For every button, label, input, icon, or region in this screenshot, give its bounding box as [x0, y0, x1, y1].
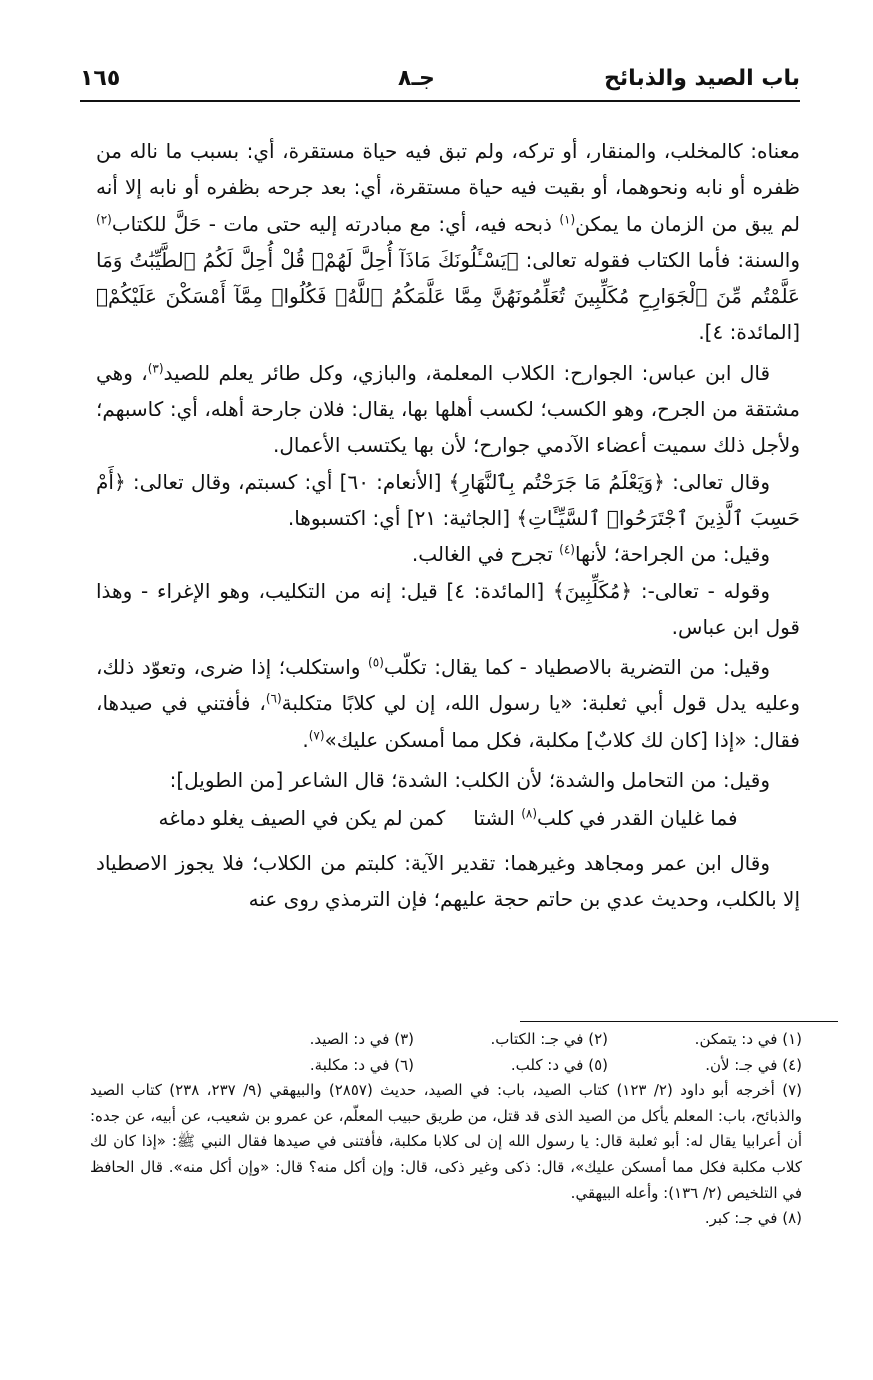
footnote: (١) في د: يتمكن. [694, 1030, 802, 1048]
main-text [96, 133, 800, 917]
footnote-ref: (٢) [96, 211, 112, 226]
page-header [80, 58, 800, 102]
poem-verse [96, 800, 800, 836]
hemistich-second: كمن لم يكن في الصيف يغلو دماغه [158, 806, 446, 831]
volume-label: جـ٨ [398, 66, 435, 91]
paragraph: وقيل: من الجراحة؛ لأنها$^{(٤)}$ تجرح في الغالب. [411, 542, 770, 567]
paragraph: وقيل: من التحامل والشدة؛ لأن الكلب: الشدة؛ قال الشاعر [من الطويل]: [169, 768, 770, 793]
footnote-row [90, 1027, 802, 1053]
footnote-ref: (٦) [265, 691, 282, 706]
footnote-ref: (٥) [368, 655, 384, 670]
footnote: (٥) في د: كلب. [510, 1055, 608, 1074]
paragraph: وقوله - تعالى-: ﴿مُكَلِّبِينَ﴾ [المائدة: ٤] قيل: إنه من التكليب، وهو الإغراء - وهذا قول ابن عباس. [96, 578, 800, 639]
footnote: (٨) في جـ: كبر. [704, 1209, 802, 1228]
footnotes [90, 1027, 802, 1232]
paragraph: معناه: كالمخلب، والمنقار، أو تركه، ولم تبق فيه حياة مستقرة، أي: بسبب ما ناله من ظفره أو نابه ونحوهما، أو بقيت فيه حياة مستقرة، أي: بعد جرحه بظفره أو نابه إلا أنه لم يبق من الزمان ما يمكن$^{(١)}$ ذبحه فيه، أي: مع مبادرته إليه حتى مات - حَلَّ للكتاب$^{(٢)}$ والسنة: فأما الكتاب فقوله تعالى: ﴿يَسْـَٔلُونَكَ مَاذَآ أُحِلَّ لَهُمْۖ قُلْ أُحِلَّ لَكُمُ ٱلطَّيِّبَٰتُ وَمَا عَلَّمْتُم مِّنَ ٱلْجَوَارِحِ مُكَلِّبِينَ تُعَلِّمُونَهُنَّ مِمَّا عَلَّمَكُمُ ٱللَّهُۖ فَكُلُوا۟ مِمَّآ أَمْسَكْنَ عَلَيْكُمْ﴾ [المائدة: ٤]. [96, 139, 801, 345]
footnote-ref: (٧) [308, 728, 325, 743]
footnote: (٢) في جـ: الكتاب. [490, 1030, 608, 1048]
running-title: باب الصيد والذبائح [604, 66, 800, 91]
hemistich-first: فما غليان القدر في كلب$^{(٨)}$ الشتا [473, 806, 738, 831]
paragraph: وقال تعالى: ﴿وَيَعْلَمُ مَا جَرَحْتُم بِٱلنَّهَارِ﴾ [الأنعام: ٦٠] أي: كسبتم، وقال تعالى: ﴿أَمْ حَسِبَ ٱلَّذِينَ ٱجْتَرَحُوا۟ ٱلسَّيِّـَٔاتِ﴾ [الجاثية: ٢١] أي: اكتسبوها. [96, 469, 800, 530]
footnote: (٣) في د: الصيد. [309, 1030, 414, 1048]
footnote-divider [520, 1021, 838, 1022]
footnote-row [90, 1053, 802, 1079]
paragraph: وقيل: من التضرية بالاصطياد - كما يقال: تكلّب$^{(٥)}$ واستكلب؛ إذا ضرى، وتعوّد ذلك، وعليه يدل قول أبي ثعلبة: «يا رسول الله، إن لي كلابًا متكلبة$^{(٦)}$، فأفتني في صيدها، فقال: «إذا [كان لك كلابٌ] مكلبة، فكل مما أمسكن عليك»$^{(٧)}$. [96, 655, 801, 752]
footnote-ref: (٣) [147, 361, 164, 376]
footnote: (٤) في جـ: لأن. [705, 1055, 802, 1074]
page-number: ١٦٥ [80, 66, 121, 91]
footnote-ref: (٤) [559, 542, 575, 557]
footnote-ref: (٨) [521, 806, 538, 821]
paragraph: وقال ابن عمر ومجاهد وغيرهما: تقدير الآية: كلبتم من الكلاب؛ فلا يجوز الاصطياد إلا بالكلب، وحديث عدي بن حاتم حجة عليهم؛ فإن الترمذي روى عنه [96, 850, 800, 911]
footnote: (٧) أخرجه أبو داود (٢/ ١٢٣) كتاب الصيد، باب: في الصيد، حديث (٢٨٥٧) والبيهقي (٩/ ٢٣٧، ٢٣٨) كتاب الصيد والذبائح، باب: المعلم يأكل من الصيد الذى قد قتل، من طريق حبيب المعلّم، عن عمرو بن شعيب، عن أبيه، عن جده: أن أعرابيا يقال له: أبو ثعلبة قال: يا رسول الله إن لى كلابا مكلبة، فأفتنى في صيدها فقال النبي ﷺ: «إذا كان لك كلاب مكلبة فكل مما أمسكن عليك»، قال: ذكى وغير ذكى، قال: وإن أكل منه؟ قال: «وإن أكل منه». قال الحافظ في التلخيص (٢/ ١٣٦): وأعله البيهقي. [90, 1081, 803, 1202]
paragraph: قال ابن عباس: الجوارح: الكلاب المعلمة، والبازي، وكل طائر يعلم للصيد$^{(٣)}$، وهي مشتقة من الجرح، وهو الكسب؛ لكسب أهلها بها، يقال: فلان جارحة أهله، أي: كاسبهم؛ ولأجل ذلك سميت أعضاء الآدمي جوارح؛ لأن بها يكتسب الأعمال. [96, 360, 800, 458]
footnote: (٦) في د: مكلبة. [309, 1055, 414, 1074]
footnote-ref: (١) [559, 211, 576, 226]
